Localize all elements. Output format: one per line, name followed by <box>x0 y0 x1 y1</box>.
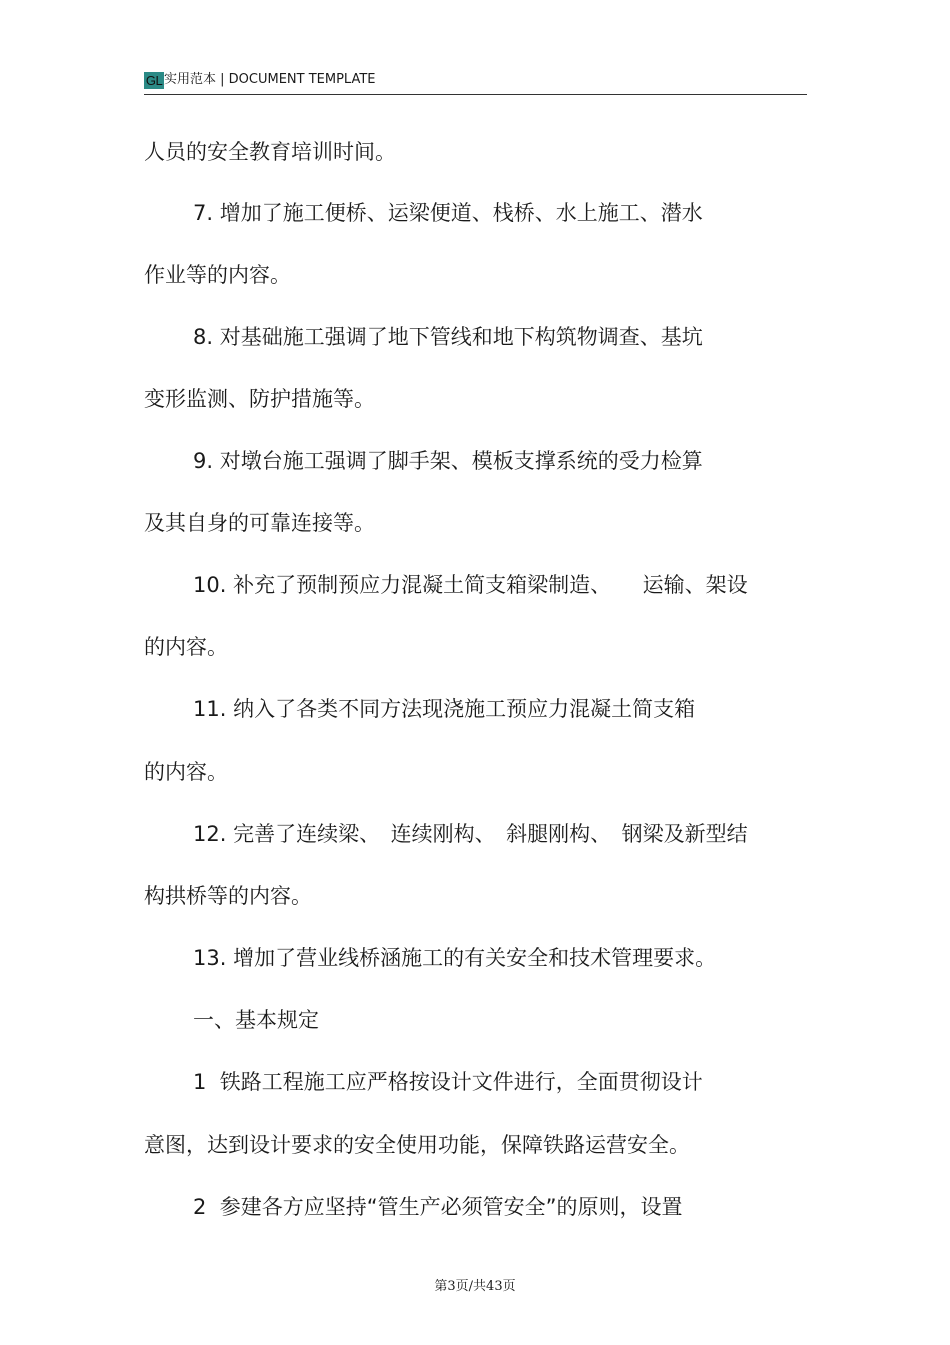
text-line: 意图，达到设计要求的安全使用功能，保障铁路运营安全。 <box>144 1133 690 1157</box>
text-line: 8. 对基础施工强调了地下管线和地下构筑物调查、基坑 <box>193 325 703 349</box>
text-line: 13. 增加了营业线桥涵施工的有关安全和技术管理要求。 <box>193 946 717 970</box>
text-line: 变形监测、防护措施等。 <box>144 387 375 411</box>
text-line: 10. 补充了预制预应力混凝土简支箱梁制造、 运输、架设 <box>193 573 748 597</box>
page-header <box>144 70 807 95</box>
text-line: 12. 完善了连续梁、 连续刚构、 斜腿刚构、 钢梁及新型结 <box>193 822 748 846</box>
text-line: 的内容。 <box>144 635 228 659</box>
text-line: 9. 对墩台施工强调了脚手架、模板支撑系统的受力检算 <box>193 449 703 473</box>
text-line: 作业等的内容。 <box>144 263 291 287</box>
text-line: 构拱桥等的内容。 <box>144 884 312 908</box>
logo: GL <box>145 73 163 88</box>
text-line: 2 参建各方应坚持“管生产必须管安全”的原则，设置 <box>193 1195 683 1219</box>
page-number: 第3页/共43页 <box>434 1279 516 1294</box>
text-line: 7. 增加了施工便桥、运梁便道、栈桥、水上施工、潜水 <box>193 201 703 225</box>
header-title: 实用范本 | DOCUMENT TEMPLATE <box>164 72 376 87</box>
text-line: 及其自身的可靠连接等。 <box>144 511 375 535</box>
text-line: 11. 纳入了各类不同方法现浇施工预应力混凝土简支箱 <box>193 697 696 721</box>
text-line: 人员的安全教育培训时间。 <box>144 140 396 164</box>
text-line: 1 铁路工程施工应严格按设计文件进行，全面贯彻设计 <box>193 1070 703 1094</box>
text-line: 的内容。 <box>144 760 228 784</box>
section-heading: 一、基本规定 <box>193 1008 319 1032</box>
